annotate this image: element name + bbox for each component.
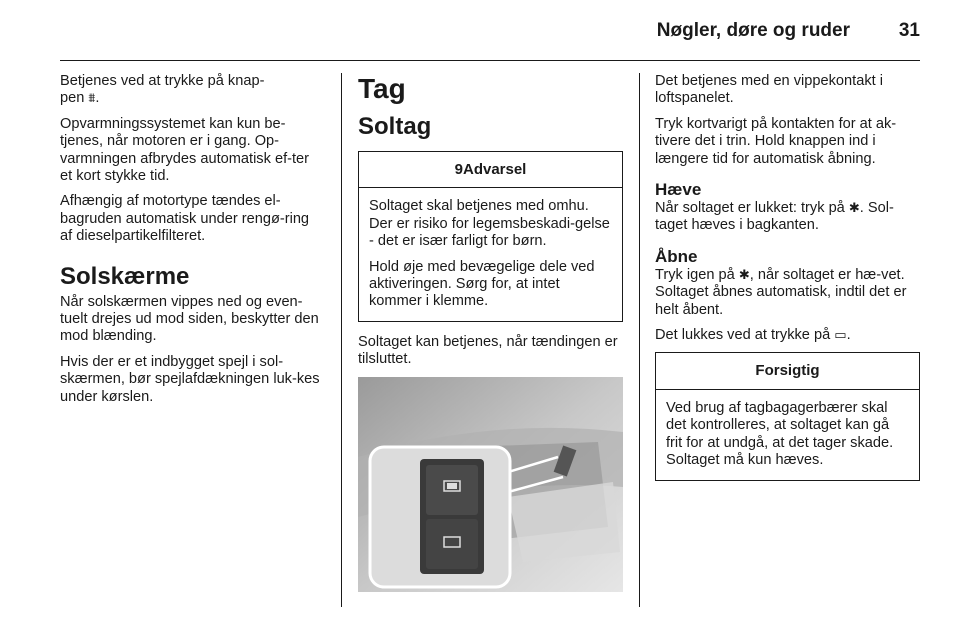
warning-text-2: Hold øje med bevægelige dele ved aktiveringen. Sørg for, at intet kommer i klemme. — [369, 258, 595, 310]
heading-sun-visors: Solskærme — [60, 262, 190, 290]
sunroof-close-icon: ▭ — [834, 328, 847, 344]
warning-box — [358, 151, 623, 322]
caution-box — [655, 352, 920, 480]
heading-raise: Hæve — [655, 180, 702, 200]
caution-header: Forsigtig — [656, 353, 919, 389]
warning-text-1: Soltaget skal betjenes med omhu. Der er risiko for legemsbeskadi-gelse - det er især farligt for børn. — [369, 198, 610, 250]
sunroof-open-icon: ✱ — [738, 267, 750, 283]
page-header-title: Nøgler, døre og ruder — [656, 20, 850, 41]
paragraph-rear-window-button: Betjenes ved at trykke på knap- pen ⩩. — [60, 73, 265, 107]
paragraph-close: Det lukkes ved at trykke på ▭. — [655, 327, 851, 344]
sunroof-tilt-icon: ✱ — [848, 201, 860, 217]
paragraph-open: Tryk igen på ✱, når soltaget er hæ-vet. Soltaget åbnes automatisk, indtil det er helt åbent. — [655, 266, 907, 318]
paragraph-short-press: Tryk kortvarigt på kontakten for at ak-tivere det i trin. Hold knappen ind i længere tid for automatisk åbning. — [655, 115, 897, 167]
heading-sunroof: Soltag — [358, 113, 432, 140]
column-1 — [60, 73, 325, 414]
sunroof-switch-photo — [358, 377, 623, 592]
paragraph-auto-heating: Afhængig af motortype tændes el-bagruden automatisk under rengø-ring af dieselpartikelfilteret. — [60, 193, 310, 245]
column-divider-2 — [639, 73, 640, 607]
column-2 — [358, 73, 623, 592]
page-number: 31 — [898, 20, 920, 41]
caution-text: Ved brug af tagbagagerbærer skal det kontrolleres, at soltaget kan gå frit for at undgå, at det tager skade. Soltaget må kun hæves. — [666, 399, 894, 469]
paragraph-sun-visor-mirror: Hvis der er et indbygget spejl i sol-skærmen, bør spejlafdækningen luk-kes under kørslen. — [60, 353, 320, 405]
header-divider — [60, 60, 920, 61]
paragraph-raise: Når soltaget er lukket: tryk på ✱. Sol-taget hæves i bagkanten. — [655, 200, 894, 234]
paragraph-sun-visor-use: Når solskærmen vippes ned og even-tuelt drejes ud mod siden, beskytter den mod blænding. — [60, 293, 319, 345]
column-3 — [655, 73, 920, 493]
rear-window-heater-icon: ⩩ — [88, 91, 96, 107]
heading-open: Åbne — [655, 246, 698, 266]
paragraph-ignition: Soltaget kan betjenes, når tændingen er tilsluttet. — [358, 333, 618, 368]
warning-triangle-icon: 9 — [454, 161, 463, 178]
paragraph-heating-system: Opvarmningssystemet kan kun be-tjenes, når motoren er i gang. Op-varmningen afbrydes automatisk ef-ter et kort stykke tid. — [60, 115, 310, 185]
warning-header: 9Advarsel — [359, 152, 622, 188]
column-divider-1 — [341, 73, 342, 607]
heading-roof: Tag — [358, 73, 406, 104]
paragraph-rocker-switch: Det betjenes med en vippekontakt i loftspanelet. — [655, 73, 883, 107]
